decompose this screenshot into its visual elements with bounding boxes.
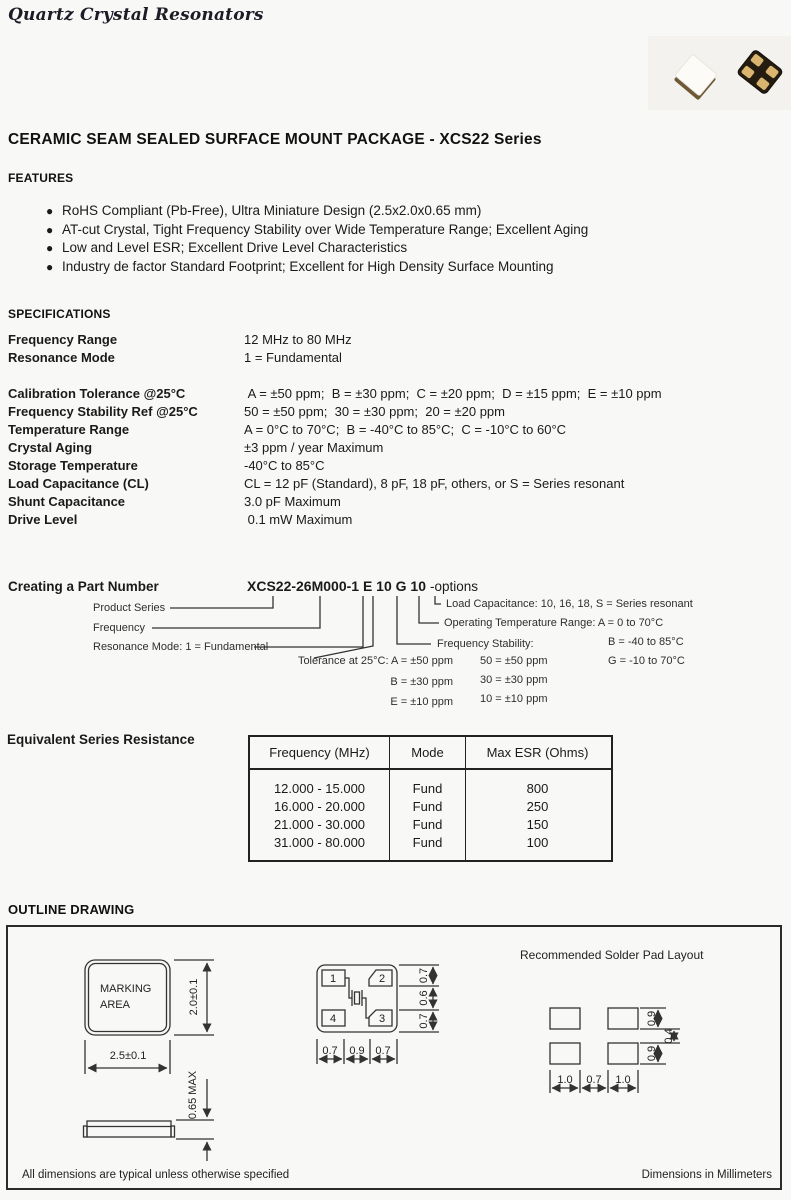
part-number-heading: Creating a Part Number <box>8 579 159 594</box>
solder-vdim-1: 0.9 <box>646 1010 658 1027</box>
pn-label-op-temp-b: B = -40 to 85°C <box>608 636 684 648</box>
spec-value: CL = 12 pF (Standard), 8 pF, 18 pF, others, or S = Series resonant <box>244 476 625 491</box>
feature-text: AT-cut Crystal, Tight Frequency Stability over Wide Temperature Range; Excellent Aging <box>62 221 589 237</box>
spec-label: Crystal Aging <box>8 440 93 455</box>
esr-table <box>248 735 613 862</box>
pn-label-stability-50: 50 = ±50 ppm <box>480 655 548 667</box>
feature-text: RoHS Compliant (Pb-Free), Ultra Miniature Design (2.5x2.0x0.65 mm) <box>62 203 482 218</box>
esr-cell: 16.000 - 20.000 <box>273 799 366 814</box>
solder-hdim-2: 0.7 <box>586 1074 602 1086</box>
pn-label-op-temp-g: G = -10 to 70°C <box>608 655 685 667</box>
pn-label-product-series: Product Series <box>93 602 166 614</box>
outline-drawing-box <box>6 925 782 1190</box>
feature-item <box>46 239 746 258</box>
esr-col-header: Frequency (MHz) <box>250 737 390 768</box>
bullet-icon: ● <box>46 222 54 237</box>
spec-row <box>8 493 783 511</box>
spec-value: 3.0 pF Maximum <box>244 494 341 509</box>
esr-heading: Equivalent Series Resistance <box>7 732 195 747</box>
spec-label: Shunt Capacitance <box>8 494 126 509</box>
features-list <box>46 202 746 276</box>
solder-vdim-3: 0.9 <box>646 1045 658 1062</box>
feature-item <box>46 221 746 240</box>
bottom-vdim-2: 0.6 <box>418 990 430 1006</box>
spec-value: A = ±50 ppm; B = ±30 ppm; C = ±20 ppm; D = ±15 ppm; E = ±10 ppm <box>244 386 662 401</box>
pad-number-4: 4 <box>329 1013 337 1025</box>
pn-label-load-capacitance: Load Capacitance: 10, 16, 18, S = Series resonant <box>446 598 693 610</box>
esr-cell: Fund <box>412 817 443 832</box>
esr-col-header: Mode <box>390 737 466 768</box>
pad-number-3: 3 <box>378 1013 386 1025</box>
pn-label-stability: Frequency Stability: <box>437 638 534 650</box>
esr-cell: Fund <box>412 781 443 796</box>
spec-row <box>8 457 783 475</box>
spec-row <box>8 349 783 367</box>
esr-maxesr-column <box>466 770 609 860</box>
solder-pad-layout-drawing <box>520 948 704 1093</box>
part-number-options-suffix: -options <box>430 579 479 594</box>
pn-label-tolerance-b: B = ±30 ppm <box>390 676 453 688</box>
esr-frequency-column <box>250 770 390 860</box>
features-heading: FEATURES <box>8 171 74 185</box>
spec-value: 0.1 mW Maximum <box>244 512 353 527</box>
spec-label: Calibration Tolerance @25°C <box>8 386 186 401</box>
pad-number-2: 2 <box>378 973 386 985</box>
feature-text: Industry de factor Standard Footprint; Excellent for High Density Surface Mounting <box>62 258 554 274</box>
solder-vdim-2: 0.4 <box>663 1028 675 1044</box>
spec-value: -40°C to 85°C <box>244 458 325 473</box>
spec-label: Frequency Range <box>8 332 118 347</box>
pn-label-resonance: Resonance Mode: 1 = Fundamental <box>93 641 269 653</box>
specifications-heading: SPECIFICATIONS <box>8 307 111 321</box>
top-view-drawing <box>85 960 214 1074</box>
spec-value: A = 0°C to 70°C; B = -40°C to 85°C; C = -10°C to 60°C <box>244 422 567 437</box>
esr-cell: 250 <box>526 799 549 814</box>
spec-label: Load Capacitance (CL) <box>8 476 149 491</box>
esr-cell: 21.000 - 30.000 <box>273 817 366 832</box>
pn-label-stability-10: 10 = ±10 ppm <box>480 693 548 705</box>
marking-area-label-1: MARKING <box>100 983 152 995</box>
crystal-packages-photo <box>648 36 791 110</box>
spec-row <box>8 439 783 457</box>
page-title: CERAMIC SEAM SEALED SURFACE MOUNT PACKAGE - XCS22 Series <box>8 131 542 148</box>
spec-label: Storage Temperature <box>8 458 138 473</box>
feature-item <box>46 202 746 221</box>
marking-area-label-2: AREA <box>100 999 130 1011</box>
solder-hdim-1: 1.0 <box>557 1074 573 1086</box>
note-dimensions-typical: All dimensions are typical unless otherwise specified <box>22 1169 290 1181</box>
dim-width-label: 2.5±0.1 <box>109 1050 147 1062</box>
bottom-view-drawing <box>317 965 439 1064</box>
esr-body <box>250 770 611 860</box>
spec-row <box>8 475 783 493</box>
esr-header-row <box>250 737 611 770</box>
spec-label: Drive Level <box>8 512 78 527</box>
note-dimensions-mm: Dimensions in Millimeters <box>641 1169 772 1181</box>
bottom-vdim-1: 0.7 <box>418 967 430 984</box>
spec-value: 1 = Fundamental <box>244 350 342 365</box>
specifications-table <box>8 331 783 529</box>
spec-label: Resonance Mode <box>8 350 115 365</box>
bullet-icon: ● <box>46 241 54 255</box>
solder-hdim-3: 1.0 <box>615 1074 631 1086</box>
pn-label-stability-30: 30 = ±30 ppm <box>480 674 548 686</box>
spec-row <box>8 421 783 439</box>
spec-row <box>8 511 783 529</box>
spec-row <box>8 403 783 421</box>
esr-mode-column <box>390 770 466 860</box>
feature-text: Low and Level ESR; Excellent Drive Level Characteristics <box>62 240 408 255</box>
esr-col-header: Max ESR (Ohms) <box>486 745 589 760</box>
bullet-icon: ● <box>46 259 54 274</box>
spec-row <box>8 331 783 349</box>
spec-label: Frequency Stability Ref @25°C <box>8 404 198 419</box>
esr-cell: 800 <box>526 781 549 796</box>
esr-cell: 100 <box>526 835 549 850</box>
pn-label-tolerance: Tolerance at 25°C: A = ±50 ppm <box>297 655 453 667</box>
brand-header: Quartz Crystal Resonators <box>8 5 264 25</box>
pn-label-tolerance-e: E = ±10 ppm <box>390 696 453 708</box>
bullet-icon: ● <box>46 204 54 218</box>
esr-cell: Fund <box>412 835 443 850</box>
bottom-hdim-3: 0.7 <box>375 1045 391 1057</box>
outline-drawing-heading: OUTLINE DRAWING <box>8 902 135 917</box>
bottom-vdim-3: 0.7 <box>418 1013 430 1029</box>
bottom-hdim-1: 0.7 <box>322 1045 338 1057</box>
spec-value: 12 MHz to 80 MHz <box>244 332 352 347</box>
outline-drawings <box>8 927 780 1167</box>
pn-label-frequency: Frequency <box>93 622 145 634</box>
part-number-value: XCS22-26M000-1 E 10 G 10 <box>247 578 426 594</box>
bottom-hdim-2: 0.9 <box>349 1045 365 1057</box>
spec-value: ±3 ppm / year Maximum <box>244 440 384 455</box>
esr-cell: Fund <box>412 799 443 814</box>
pn-label-op-temp: Operating Temperature Range: A = 0 to 70°C <box>444 617 664 629</box>
dim-thickness-label: 0.65 MAX <box>187 1070 199 1120</box>
feature-item <box>46 258 746 277</box>
spec-label: Temperature Range <box>8 422 130 437</box>
esr-cell: 12.000 - 15.000 <box>273 781 366 796</box>
esr-cell: 31.000 - 80.000 <box>273 835 366 850</box>
dim-height-label: 2.0±0.1 <box>188 978 200 1016</box>
esr-cell: 150 <box>526 817 549 832</box>
product-photo <box>648 36 791 110</box>
spec-row <box>8 385 783 403</box>
side-view-drawing <box>84 1070 215 1161</box>
solder-pad-layout-title: Recommended Solder Pad Layout <box>520 948 704 962</box>
spec-value: 50 = ±50 ppm; 30 = ±30 ppm; 20 = ±20 ppm <box>244 404 505 419</box>
pad-number-1: 1 <box>329 973 337 985</box>
